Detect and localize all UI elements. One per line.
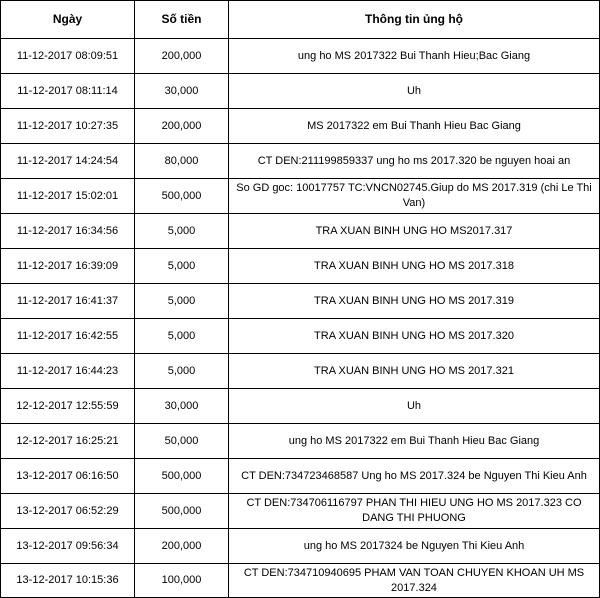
info-cell: ung ho MS 2017324 be Nguyen Thi Kieu Anh — [229, 529, 600, 564]
info-cell: TRA XUAN BINH UNG HO MS2017.317 — [229, 214, 600, 249]
date-cell: 12-12-2017 12:55:59 — [1, 389, 135, 424]
date-cell: 11-12-2017 16:34:56 — [1, 214, 135, 249]
date-cell: 11-12-2017 15:02:01 — [1, 179, 135, 214]
amount-cell: 80,000 — [135, 144, 229, 179]
table-row — [1, 249, 600, 284]
amount-cell: 5,000 — [135, 214, 229, 249]
amount-cell: 500,000 — [135, 494, 229, 529]
table-row — [1, 179, 600, 214]
date-cell: 11-12-2017 10:27:35 — [1, 109, 135, 144]
info-cell: Uh — [229, 74, 600, 109]
amount-cell: 200,000 — [135, 529, 229, 564]
info-cell: CT DEN:211199859337 ung ho ms 2017.320 be nguyen hoai an — [229, 144, 600, 179]
table-row — [1, 529, 600, 564]
amount-cell: 5,000 — [135, 249, 229, 284]
info-cell: CT DEN:734723468587 Ung ho MS 2017.324 be Nguyen Thi Kieu Anh — [229, 459, 600, 494]
table-row — [1, 459, 600, 494]
table-row — [1, 74, 600, 109]
date-cell: 13-12-2017 06:52:29 — [1, 494, 135, 529]
info-cell: MS 2017322 em Bui Thanh Hieu Bac Giang — [229, 109, 600, 144]
column-header-info: Thông tin ủng hộ — [229, 1, 600, 39]
table-row — [1, 319, 600, 354]
info-cell: TRA XUAN BINH UNG HO MS 2017.320 — [229, 319, 600, 354]
column-header-date: Ngày — [1, 1, 135, 39]
amount-cell: 100,000 — [135, 564, 229, 598]
amount-cell: 5,000 — [135, 319, 229, 354]
info-cell: TRA XUAN BINH UNG HO MS 2017.319 — [229, 284, 600, 319]
table-row — [1, 214, 600, 249]
amount-cell: 5,000 — [135, 354, 229, 389]
date-cell: 13-12-2017 10:15:36 — [1, 564, 135, 598]
table-row — [1, 39, 600, 74]
date-cell: 11-12-2017 14:24:54 — [1, 144, 135, 179]
date-cell: 13-12-2017 09:56:34 — [1, 529, 135, 564]
table-row — [1, 389, 600, 424]
date-cell: 13-12-2017 06:16:50 — [1, 459, 135, 494]
info-cell: TRA XUAN BINH UNG HO MS 2017.321 — [229, 354, 600, 389]
table-row — [1, 144, 600, 179]
amount-cell: 50,000 — [135, 424, 229, 459]
date-cell: 11-12-2017 16:41:37 — [1, 284, 135, 319]
table-row — [1, 494, 600, 529]
date-cell: 11-12-2017 08:09:51 — [1, 39, 135, 74]
amount-cell: 200,000 — [135, 39, 229, 74]
table-row — [1, 564, 600, 598]
date-cell: 11-12-2017 16:39:09 — [1, 249, 135, 284]
info-cell: CT DEN:734710940695 PHAM VAN TOAN CHUYEN KHOAN UH MS 2017.324 — [229, 564, 600, 598]
amount-cell: 500,000 — [135, 459, 229, 494]
date-cell: 11-12-2017 16:44:23 — [1, 354, 135, 389]
info-cell: ung ho MS 2017322 em Bui Thanh Hieu Bac Giang — [229, 424, 600, 459]
amount-cell: 30,000 — [135, 74, 229, 109]
table-row — [1, 284, 600, 319]
amount-cell: 5,000 — [135, 284, 229, 319]
info-cell: So GD goc: 10017757 TC:VNCN02745.Giup do MS 2017.319 (chi Le Thi Van) — [229, 179, 600, 214]
amount-cell: 30,000 — [135, 389, 229, 424]
column-header-amount: Số tiền — [135, 1, 229, 39]
table-row — [1, 109, 600, 144]
table-row — [1, 354, 600, 389]
table-header-row — [1, 1, 600, 39]
date-cell: 11-12-2017 08:11:14 — [1, 74, 135, 109]
date-cell: 12-12-2017 16:25:21 — [1, 424, 135, 459]
amount-cell: 500,000 — [135, 179, 229, 214]
date-cell: 11-12-2017 16:42:55 — [1, 319, 135, 354]
info-cell: ung ho MS 2017322 Bui Thanh Hieu;Bac Giang — [229, 39, 600, 74]
amount-cell: 200,000 — [135, 109, 229, 144]
table-row — [1, 424, 600, 459]
info-cell: Uh — [229, 389, 600, 424]
info-cell: CT DEN:734706116797 PHAN THI HIEU UNG HO MS 2017.323 CO DANG THI PHUONG — [229, 494, 600, 529]
info-cell: TRA XUAN BINH UNG HO MS 2017.318 — [229, 249, 600, 284]
